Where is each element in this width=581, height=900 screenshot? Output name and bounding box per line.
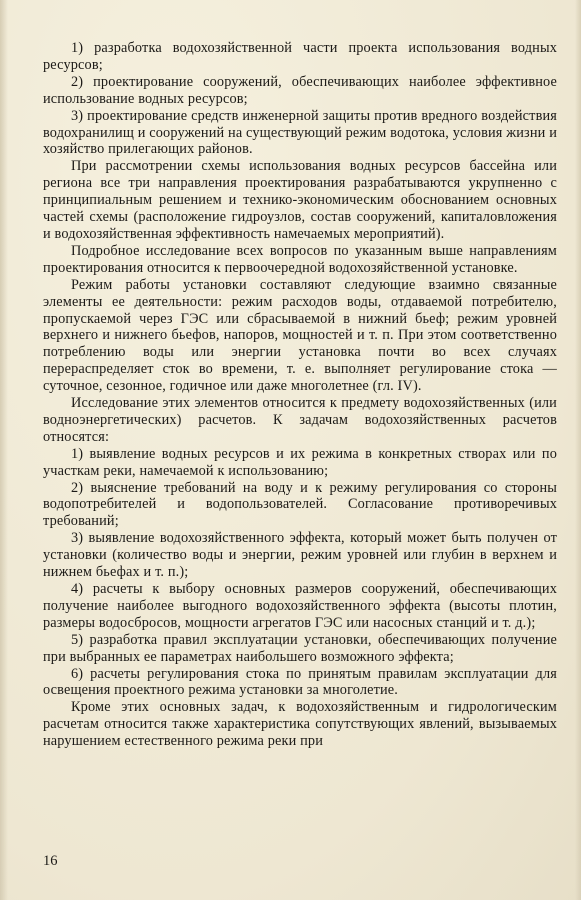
paragraph-4: При рассмотрении схемы использования водных ресурсов бассейна или региона все три направления проектирования разрабатываются укрупненно с принципиальным решением и технико-экономическим обоснованием основных частей схемы (расположение гидроузлов, состав сооружений, капиталовложения и водохозяйственная эффективность намечаемых мероприятий). bbox=[43, 158, 557, 242]
paragraph-12: 5) разработка правил эксплуатации установки, обеспечивающих получение при выбранных ее параметрах наибольшего возможного эффекта; bbox=[43, 631, 557, 665]
paragraph-2: 2) проектирование сооружений, обеспечивающих наиболее эффективное использование водных ресурсов; bbox=[43, 73, 557, 107]
paragraph-6: Режим работы установки составляют следующие взаимно связанные элементы ее деятельности: режим расходов воды, отдаваемой потребителю, пропускаемой через ГЭС или сбрасываемой в нижний бьеф; режим уровней верхнего и нижнего бьефов, напоров, мощностей и т. п. При этом соответственно потреблению воды или энергии установка почти во всех случаях перераспределяет сток во времени, т. е. выполняет регулирование стока — суточное, сезонное, годичное или даже многолетнее (гл. IV). bbox=[43, 276, 557, 395]
paragraph-1: 1) разработка водохозяйственной части проекта использования водных ресурсов; bbox=[43, 40, 557, 73]
page-number: 16 bbox=[43, 853, 58, 869]
paragraph-14: Кроме этих основных задач, к водохозяйственным и гидрологическим расчетам относится также характеристика сопутствующих явлений, вызываемых нарушением естественного режима реки при bbox=[43, 699, 557, 750]
paragraph-5: Подробное исследование всех вопросов по указанным выше направлениям проектирования относится к первоочередной водохозяйственной установке. bbox=[43, 242, 557, 276]
paragraph-7: Исследование этих элементов относится к предмету водохозяйственных (или водноэнергетических) расчетов. К задачам водохозяйственных расчетов относятся: bbox=[43, 395, 557, 445]
paragraph-9: 2) выяснение требований на воду и к режиму регулирования со стороны водопотребителей и водопользователей. Согласование противоречивых требований; bbox=[43, 479, 557, 530]
paragraph-8: 1) выявление водных ресурсов и их режима в конкретных створах или по участкам реки, намечаемой к использованию; bbox=[43, 445, 557, 479]
paragraph-3: 3) проектирование средств инженерной защиты против вредного воздействия водохранилищ и сооружений на существующий режим водотока, условия жизни и хозяйство прилегающих районов. bbox=[43, 107, 557, 158]
paragraph-10: 3) выявление водохозяйственного эффекта, который может быть получен от установки (количество воды и энергии, режим уровней или глубин в верхнем и нижнем бьефах и т. п.); bbox=[43, 530, 557, 581]
paragraph-13: 6) расчеты регулирования стока по принятым правилам эксплуатации для освещения проектного режима установки за многолетие. bbox=[43, 665, 557, 699]
paragraph-11: 4) расчеты к выбору основных размеров сооружений, обеспечивающих получение наиболее выгодного водохозяйственного эффекта (высоты плотин, размеры водосбросов, мощности агрегатов ГЭС или насосных станций и т. д.); bbox=[43, 581, 557, 631]
body-text bbox=[43, 40, 557, 750]
